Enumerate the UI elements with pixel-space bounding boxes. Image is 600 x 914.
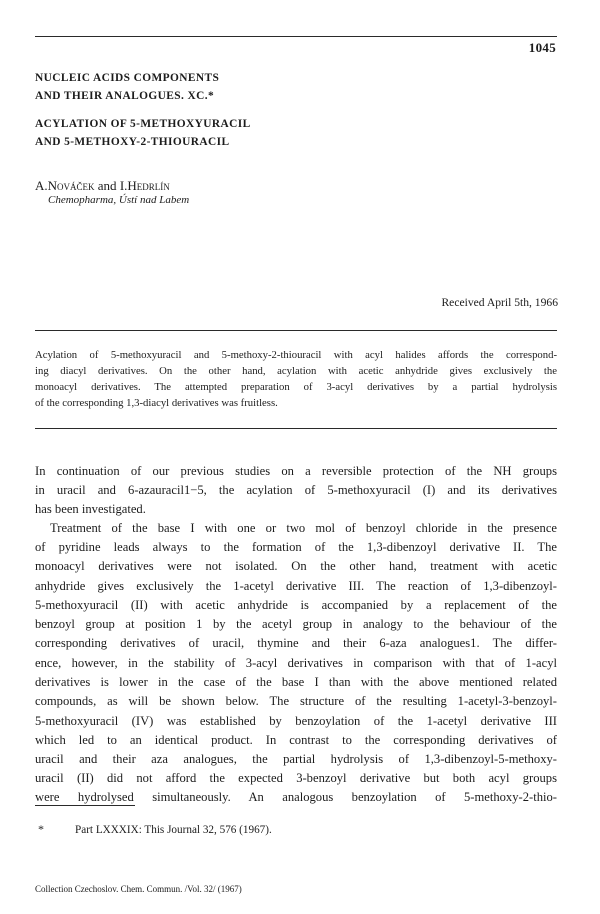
body-line: were hydrolysed simultaneously. An analogous benzoylation of 5-methoxy-2-thio- — [35, 790, 557, 804]
journal-footer: Collection Czechoslov. Chem. Commun. /Vol. 32/ (1967) — [35, 884, 242, 894]
author-connector: and — [94, 178, 120, 193]
body-line: 5-methoxyuracil (II) with acetic anhydride is accompanied by a replacement of the — [35, 598, 557, 612]
body-line: In continuation of our previous studies on a reversible protection of the NH groups — [35, 464, 557, 478]
body-line: in uracil and 6-azauracil1−5, the acylation of 5-methoxyuracil (I) and its derivatives — [35, 483, 557, 497]
abstract-line: monoacyl derivatives. The attempted preparation of 3-acyl derivatives by a partial hydrolysis — [35, 381, 557, 393]
body-line: anhydride gives exclusively the 1-acetyl derivative III. The reaction of 1,3-dibenzoyl- — [35, 579, 557, 593]
author2-initial: I. — [119, 178, 128, 193]
body-line: which led to an identical product. In contrast to the corresponding derivatives of — [35, 733, 557, 747]
affiliation: Chemopharma, Ústí nad Labem — [48, 194, 190, 206]
footnote-mark: * — [38, 822, 44, 836]
body-line: 5-methoxyuracil (IV) was established by benzoylation of the 1-acetyl derivative III — [35, 714, 557, 728]
footnote-text: Part LXXXIX: This Journal 32, 576 (1967). — [75, 824, 272, 836]
series-title-line1: NUCLEIC ACIDS COMPONENTS — [35, 72, 220, 84]
abstract-line: ing diacyl derivatives. On the other hand, acylation with acetic anhydride gives exclusively the — [35, 365, 557, 377]
abstract-line: Acylation of 5-methoxyuracil and 5-methoxy-2-thiouracil with acyl halides affords the correspond- — [35, 349, 557, 361]
abstract-top-rule — [35, 330, 557, 331]
body-line: uracil (II) did not afford the expected 3-benzoyl derivative but both acyl groups — [35, 771, 557, 785]
body-line: derivatives is lower in the case of the base I than with the above mentioned related — [35, 675, 557, 689]
body-line: of pyridine leads always to the formation of the 1,3-dibenzoyl derivative II. The — [35, 540, 557, 554]
body-line: has been investigated. — [35, 502, 146, 516]
body-line: Treatment of the base I with one or two mol of benzoyl chloride in the presence — [50, 521, 557, 535]
body-line: uracil and their aza analogues, the partial hydrolysis of 1,3-dibenzoyl-5-methoxy- — [35, 752, 557, 766]
body-line: ence, however, in the stability of 3-acyl derivatives in comparison with that of 1-acyl — [35, 656, 557, 670]
abstract-line: of the corresponding 1,3-diacyl derivatives was fruitless. — [35, 397, 278, 409]
authors — [35, 178, 170, 194]
abstract-bottom-rule — [35, 428, 557, 429]
article-title-line1: ACYLATION OF 5-METHOXYURACIL — [35, 118, 251, 130]
author2-surname: Hedrlín — [127, 178, 170, 193]
body-line: monoacyl derivatives were not isolated. On the other hand, treatment with acetic — [35, 559, 557, 573]
series-title-line2: AND THEIR ANALOGUES. XC.* — [35, 90, 215, 102]
body-line: benzoyl group at position 1 by the acetyl group in analogy to the behaviour of the — [35, 617, 557, 631]
body-line: compounds, as will be shown below. The structure of the resulting 1-acetyl-3-benzoyl- — [35, 694, 557, 708]
article-title-line2: AND 5-METHOXY-2-THIOURACIL — [35, 136, 230, 148]
author1-initial: A. — [35, 178, 48, 193]
author1-surname: Nováček — [47, 178, 95, 193]
received-date: Received April 5th, 1966 — [441, 296, 558, 309]
page-number: 1045 — [528, 40, 556, 55]
top-rule — [35, 36, 557, 37]
body-line: corresponding derivatives of uracil, thymine and their 6-aza analogues1. The differ- — [35, 636, 557, 650]
